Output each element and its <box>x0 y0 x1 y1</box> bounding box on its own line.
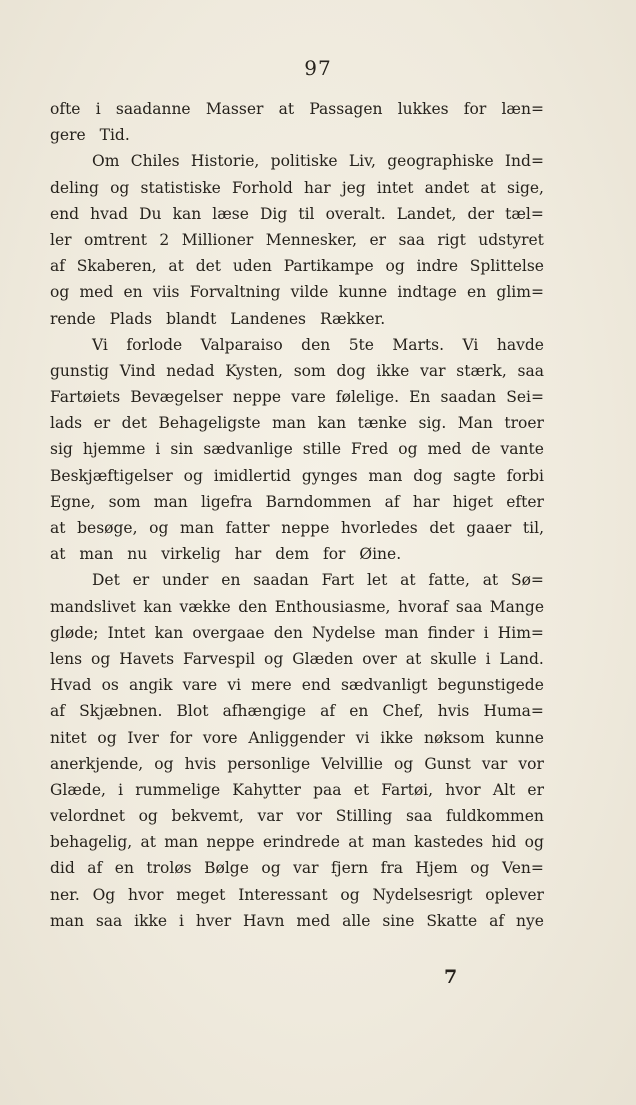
text-line: Vi forlode Valparaiso den 5te Marts. Vi havde <box>92 335 544 354</box>
text-line: at besøge, og man fatter neppe hvorledes det gaaer til, <box>50 519 544 537</box>
text-line: end hvad Du kan læse Dig til overalt. Landet, der tæl= <box>50 204 544 223</box>
text-line: Det er under en saadan Fart let at fatte, at Sø= <box>92 571 544 590</box>
text-line: gløde; Intet kan overgaae den Nydelse man finder i Him= <box>50 623 544 642</box>
text-line: sig hjemme i sin sædvanlige stille Fred og med de vante <box>50 440 544 459</box>
text-line: ofte i saadanne Masser at Passagen lukkes for læn= <box>50 100 544 118</box>
text-line: Fartøiets Bevægelser neppe vare følelige. En saadan Sei= <box>50 388 544 407</box>
text-line: ler omtrent 2 Millioner Mennesker, er saa rigt udstyret <box>50 230 544 249</box>
text-line: lens og Havets Farvespil og Glæden over at skulle i Land. <box>50 649 544 668</box>
page-number: 97 <box>304 56 332 80</box>
text-line: at man nu virkelig har dem for Øine. <box>50 545 402 564</box>
text-line: Hvad os angik vare vi mere end sædvanligt begunstigede <box>50 676 544 695</box>
text-line: af Skjæbnen. Blot afhængige af en Chef, hvis Huma= <box>50 702 544 721</box>
text-line: af Skaberen, at det uden Partikampe og indre Splittelse <box>50 257 544 276</box>
text-line: Om Chiles Historie, politiske Liv, geographiske Ind= <box>92 152 544 171</box>
text-line: gere Tid. <box>50 126 130 145</box>
text-line: man saa ikke i hver Havn med alle sine Skatte af nye <box>50 911 544 930</box>
signature-mark: 7 <box>444 966 458 988</box>
text-line: velordnet og bekvemt, var vor Stilling saa fuldkommen <box>50 807 544 826</box>
text-line: Egne, som man ligefra Barndommen af har higet efter <box>50 492 544 511</box>
text-line: did af en troløs Bølge og var fjern fra Hjem og Ven= <box>50 859 544 878</box>
text-line: anerkjende, og hvis personlige Velvillie og Gunst var vor <box>50 754 544 773</box>
body-text <box>50 100 544 938</box>
text-line: rende Plads blandt Landenes Rækker. <box>50 309 386 328</box>
text-line: lads er det Behageligste man kan tænke sig. Man troer <box>50 414 544 433</box>
text-line: behagelig, at man neppe erindrede at man kastedes hid og <box>50 833 544 852</box>
text-line: Glæde, i rummelige Kahytter paa et Fartøi, hvor Alt er <box>50 780 544 799</box>
text-line: gunstig Vind nedad Kysten, som dog ikke var stærk, saa <box>50 361 544 380</box>
text-line: nitet og Iver for vore Anliggender vi ikke nøksom kunne <box>50 728 544 747</box>
text-line: og med en viis Forvaltning vilde kunne indtage en glim= <box>50 283 544 302</box>
text-line: deling og statistiske Forhold har jeg intet andet at sige, <box>50 178 544 197</box>
text-line: mandslivet kan vække den Enthousiasme, hvoraf saa Mange <box>50 597 544 616</box>
text-line: ner. Og hvor meget Interessant og Nydelsesrigt oplever <box>50 885 544 904</box>
text-line: Beskjæftigelser og imidlertid gynges man dog sagte forbi <box>50 466 544 485</box>
